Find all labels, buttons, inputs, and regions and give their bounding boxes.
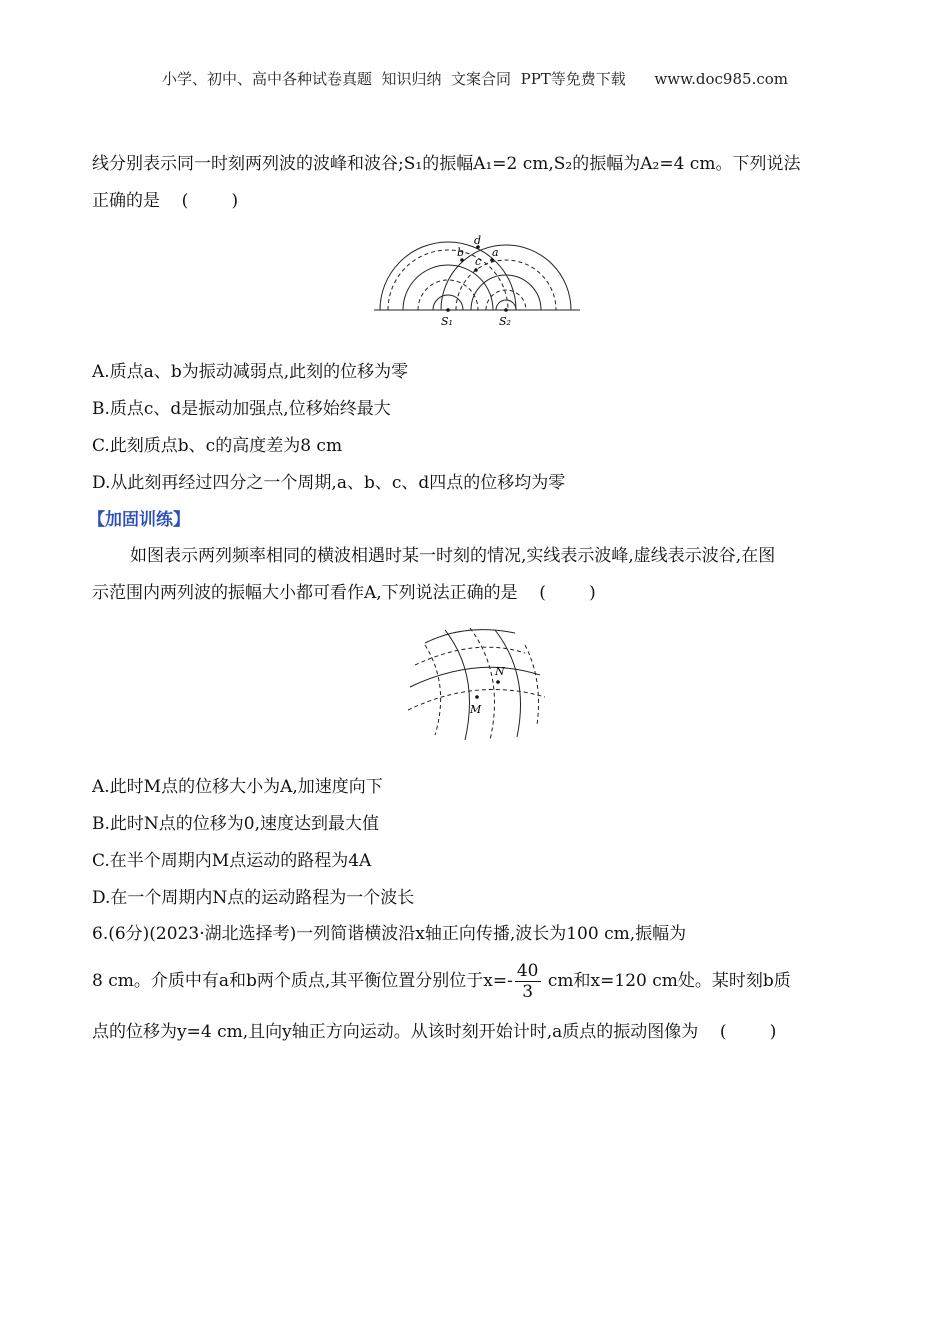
reinforce-stem-line1: 如图表示两列频率相同的横波相遇时某一时刻的情况,实线表示波峰,虚线表示波谷,在图 [130, 546, 776, 566]
reinforce-option-b: B.此时N点的位移为0,速度达到最大值 [92, 814, 379, 834]
q6-stem-line2 [92, 960, 791, 1002]
q5-option-d: D.从此刻再经过四分之一个周期,a、b、c、d四点的位移均为零 [92, 473, 566, 493]
reinforce-title: 【加固训练】 [88, 510, 190, 530]
q5-option-a: A.质点a、b为振动减弱点,此刻的位移为零 [92, 362, 409, 382]
q5-option-b: B.质点c、d是振动加强点,位移始终最大 [92, 399, 391, 419]
q5-stem-line1: 线分别表示同一时刻两列波的波峰和波谷;S₁的振幅A₁=2 cm,S₂的振幅为A₂=4 cm。下列说法 [92, 154, 801, 174]
label-c: c [475, 255, 482, 268]
q5-stem-line2: 正确的是 ( ) [92, 191, 239, 211]
q6-frac-num: 40 [516, 961, 539, 981]
label-d: d [474, 234, 482, 247]
q6-frac-den: 3 [522, 982, 534, 1002]
q5-option-c: C.此刻质点b、c的高度差为8 cm [92, 436, 343, 456]
q6-stem-line3: 点的位移为y=4 cm,且向y轴正方向运动。从该时刻开始计时,a质点的振动图像为 ( ) [92, 1022, 777, 1042]
q6-fraction [515, 961, 541, 1002]
label-n: N [495, 665, 505, 678]
label-b: b [457, 246, 465, 259]
page-header: 小学、初中、高中各种试卷真题 知识归纳 文案合同 PPT等免费下载 www.doc985.com [161, 70, 788, 88]
label-s2: S₂ [499, 315, 511, 328]
label-a: a [492, 246, 499, 259]
reinforce-option-a: A.此时M点的位移大小为A,加速度向下 [92, 777, 383, 797]
q6-line2-pre: 8 cm。介质中有a和b两个质点,其平衡位置分别位于x=- [92, 971, 513, 991]
label-m: M [470, 703, 482, 716]
q6-stem-line1: 6.(6分)(2023·湖北选择考)一列简谐横波沿x轴正向传播,波长为100 cm,振幅为 [92, 924, 687, 944]
reinforce-stem-line2: 示范围内两列波的振幅大小都可看作A,下列说法正确的是 ( ) [92, 583, 596, 603]
reinforce-option-d: D.在一个周期内N点的运动路程为一个波长 [92, 888, 415, 908]
reinforce-wave-figure [405, 625, 550, 745]
label-s1: S₁ [441, 315, 453, 328]
q5-wave-figure [372, 232, 582, 332]
reinforce-option-c: C.在半个周期内M点运动的路程为4A [92, 851, 372, 871]
q6-line2-post: cm和x=120 cm处。某时刻b质 [542, 971, 791, 991]
